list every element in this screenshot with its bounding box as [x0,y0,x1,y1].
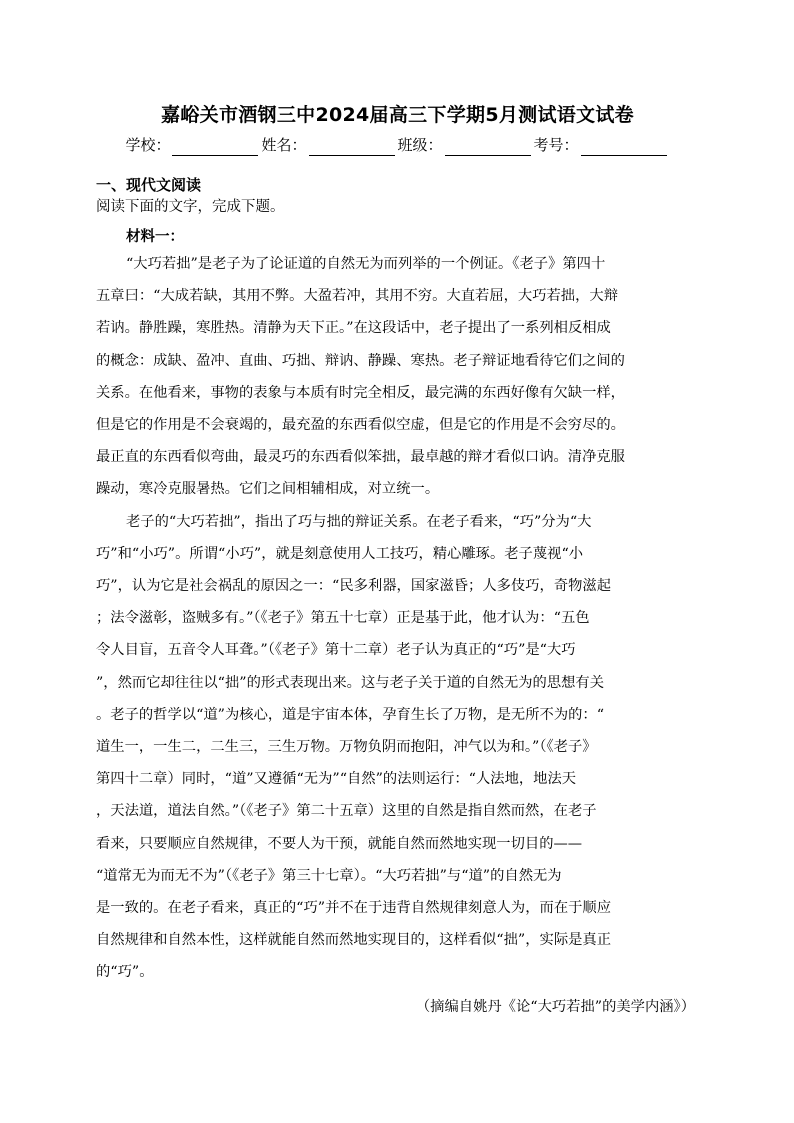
text-line: 的概念：成缺、盈冲、直曲、巧拙、辩讷、静躁、寒热。老子辩证地看待它们之间的 [96,352,625,369]
section-heading: 一、现代文阅读 [96,176,202,194]
exam-title: 嘉峪关市酒钢三中2024届高三下学期5月测试语文试卷 [161,104,634,126]
reading-instruction: 阅读下面的文字，完成下题。 [96,199,285,215]
text-line: 看来，只要顺应自然规律，不要人为干预，就能自然而然地实现一切目的—— [96,835,583,852]
text-line: ，天法道，道法自然。”（《老子》第二十五章）这里的自然是指自然而然，在老子 [96,803,597,820]
text-line: 关系。在他看来，事物的表象与本质有时完全相反，最完满的东西好像有欠缺一样， [96,384,625,401]
text-line: 若讷。静胜躁，寒胜热。清静为天下正。”在这段话中，老子提出了一系列相反相成 [96,320,611,337]
school-blank[interactable] [172,139,258,156]
class-blank[interactable] [445,139,531,156]
text-line: 自然规律和自然本性，这样就能自然而然地实现目的，这样看似“拙”，实际是真正 [96,932,612,949]
text-line: ”，然而它却往往以“拙”的形式表现出来。这与老子关于道的自然无为的思想有关 [96,674,605,691]
paragraph-2 [96,506,699,989]
student-info-row [96,134,699,156]
exam-number-label: 考号： [533,136,579,154]
text-line: 道生一，一生二，二生三，三生万物。万物负阴而抱阳，冲气以为和。”（《老子》 [96,739,597,756]
text-line: 令人目盲，五音令人耳聋。”（《老子》第十二章）老子认为真正的“巧”是“大巧 [96,642,576,659]
exam-number-blank[interactable] [581,139,667,156]
name-label: 姓名： [261,136,307,154]
text-line: “道常无为而无不为”（《老子》第三十七章）。“大巧若拙”与“道”的自然无为 [96,867,562,884]
paragraph-1 [96,248,699,506]
text-line: ；法令滋彰，盗贼多有。”（《老子》第五十七章）正是基于此，他才认为：“五色 [96,610,590,627]
text-line: “大巧若拙”是老子为了论证道的自然无为而列举的一个例证。《老子》第四十 [126,256,606,272]
source-citation: （摘编自姚丹《论“大巧若拙”的美学内涵》） [415,998,695,1015]
text-line: 五章曰：“大成若缺，其用不弊。大盈若冲，其用不穷。大直若屈，大巧若拙，大辩 [96,288,618,305]
text-line: 巧”，认为它是社会祸乱的原因之一：“民多利器，国家滋昏；人多伎巧，奇物滋起 [96,578,612,595]
text-line: 。老子的哲学以“道”为核心，道是宇宙本体，孕育生长了万物，是无所不为的：“ [96,706,605,723]
school-label: 学校： [125,136,171,154]
text-line: 的“巧”。 [96,964,154,981]
class-label: 班级： [397,136,443,154]
material-label: 材料一： [126,229,184,245]
text-line: 第四十二章）同时，“道”又遵循“无为”“自然”的法则运行：“人法地，地法天 [96,771,577,788]
text-line: 但是它的作用是不会衰竭的，最充盈的东西看似空虚，但是它的作用是不会穷尽的。 [96,417,625,434]
text-line: 老子的“大巧若拙”，指出了巧与拙的辩证关系。在老子看来，“巧”分为“大 [126,513,592,530]
text-line: 最正直的东西看似弯曲，最灵巧的东西看似笨拙，最卓越的辩才看似口讷。清净克服 [96,449,625,466]
text-line: 是一致的。在老子看来，真正的“巧”并不在于违背自然规律刻意人为，而在于顺应 [96,900,612,917]
text-line: 巧”和“小巧”。所谓“小巧”，就是刻意使用人工技巧，精心雕琢。老子蔑视“小 [96,545,584,562]
text-line: 躁动，寒冷克服暑热。它们之间相辅相成，对立统一。 [96,481,440,498]
name-blank[interactable] [309,139,395,156]
